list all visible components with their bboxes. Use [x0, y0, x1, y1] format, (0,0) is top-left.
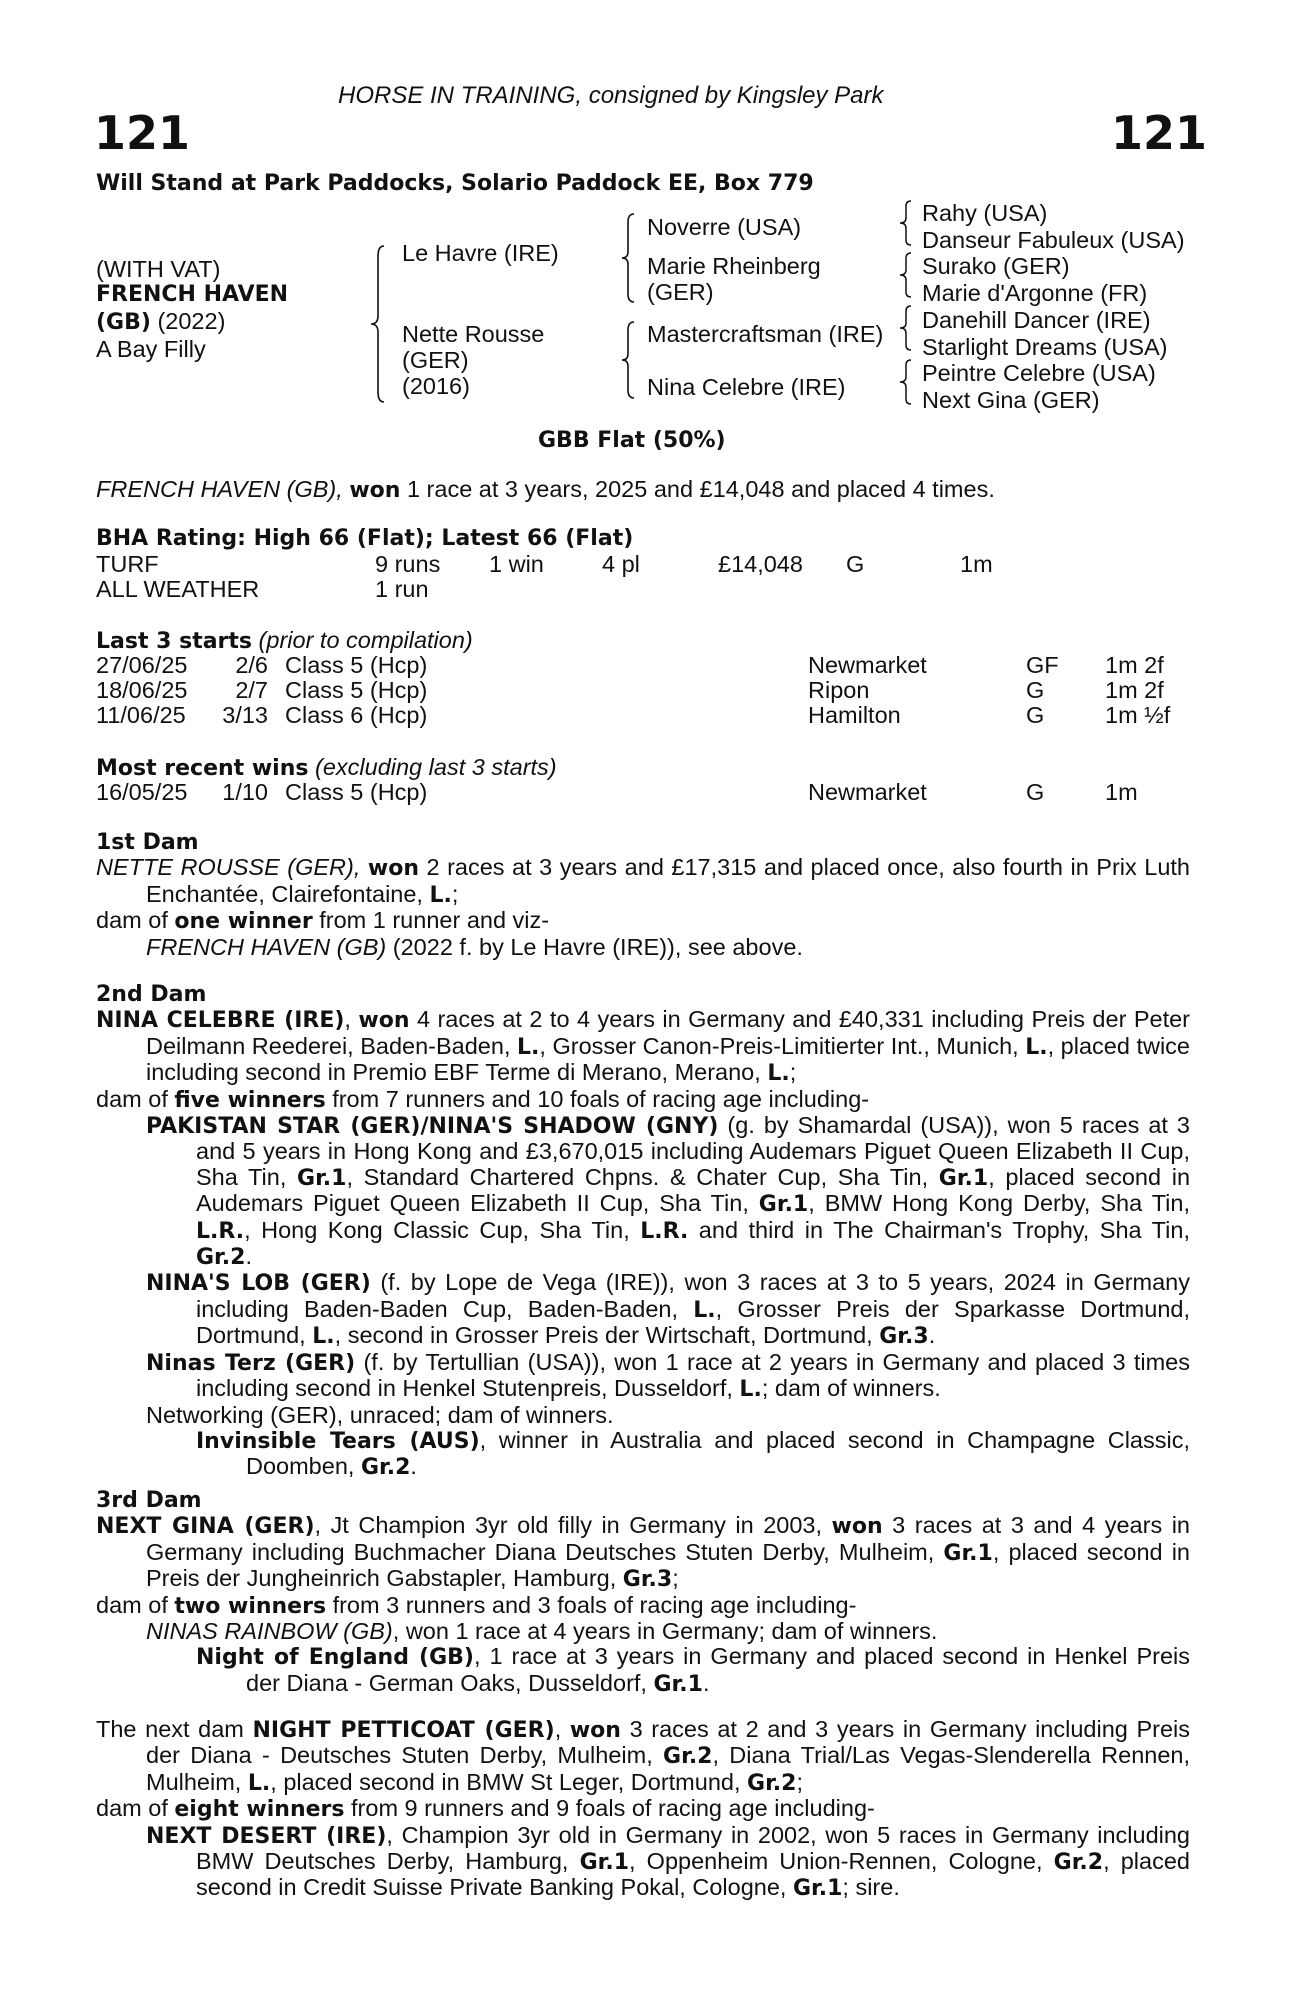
dam-sire: Mastercraftsman (IRE) — [647, 321, 884, 347]
bold-text: Gr.1 — [653, 1671, 703, 1697]
bold-text: NEXT DESERT (IRE) — [146, 1823, 387, 1849]
text-run: ; dam of winners. — [761, 1375, 941, 1402]
horse-year: (2022) — [150, 308, 226, 334]
text-run: , Hong Kong Classic Cup, Sha Tin, — [244, 1216, 641, 1243]
start-position: 2/7 — [235, 677, 268, 703]
ancestor-name: Danehill Dancer (IRE) — [922, 306, 1151, 333]
text-run: from 1 runner and viz- — [312, 907, 550, 934]
bold-text: L. — [739, 1377, 762, 1403]
record-distance: 1m — [960, 551, 993, 577]
text-run: , second in Grosser Preis der Wirtschaft, Dortmund, — [334, 1322, 880, 1349]
next-dam-produce-item — [96, 1823, 1190, 1902]
brace-dam-parents — [620, 320, 638, 400]
bold-text: eight winners — [174, 1797, 345, 1823]
next-dam-produce-summary — [96, 1796, 1190, 1822]
text-run: from 3 runners and 3 foals of racing age including- — [326, 1591, 857, 1618]
first-dam-section — [96, 830, 1190, 960]
text-run: dam of — [96, 1795, 175, 1822]
start-going: GF — [1026, 652, 1059, 678]
sire-dam — [647, 253, 821, 305]
first-dam-produce-item — [96, 935, 1190, 960]
lot-number-left: 121 — [94, 106, 191, 160]
italic-text: NINAS RAINBOW (GB) — [146, 1618, 393, 1645]
start-going: G — [1026, 677, 1045, 703]
summary-won: won — [349, 478, 401, 503]
second-dam-produce-summary — [96, 1087, 1190, 1113]
text-run: , Oppenheim Union-Rennen, Cologne, — [629, 1848, 1054, 1875]
text-run: ; — [789, 1059, 797, 1086]
bold-text: Gr.1 — [792, 1876, 843, 1902]
stand-line: Will Stand at Park Paddocks, Solario Paddock EE, Box 779 — [96, 171, 814, 196]
text-run: Networking (GER), unraced; dam of winners. — [146, 1401, 614, 1428]
text-run: , Standard Chartered Chpns. & Chater Cup, Sha Tin, — [346, 1163, 939, 1190]
record-surface: TURF — [96, 551, 159, 577]
bold-text: L. — [517, 1034, 540, 1060]
bold-text: Gr.2 — [1053, 1850, 1104, 1876]
brace-g3 — [898, 304, 914, 352]
text-run: . — [410, 1453, 417, 1480]
start-distance: 1m 2f — [1105, 652, 1164, 678]
start-class: Class 5 (Hcp) — [285, 677, 428, 703]
win-course: Newmarket — [808, 779, 927, 805]
bold-text: Gr.1 — [938, 1165, 989, 1191]
bold-text: Ninas Terz (GER) — [146, 1350, 356, 1376]
text-run: , Grosser Preis der Sparkasse Dortmund, Dortmund, — [196, 1295, 1190, 1349]
recent-wins-heading — [96, 754, 557, 781]
rating-heading: BHA Rating: High 66 (Flat); Latest 66 (Flat) — [96, 526, 634, 551]
second-dam-produce-item — [96, 1403, 1190, 1428]
win-going: G — [1026, 779, 1045, 805]
text-run: . — [702, 1669, 710, 1696]
third-dam-produce-summary — [96, 1593, 1190, 1619]
italic-text: FRENCH HAVEN (GB) — [146, 933, 387, 960]
text-run: , placed twice including second in Premio EBF Terme di Merano, Merano, — [146, 1032, 1190, 1086]
bold-text: Gr.1 — [297, 1165, 347, 1191]
bold-text: L. — [767, 1061, 790, 1087]
consignor-line: HORSE IN TRAINING, consigned by Kingsley Park — [338, 82, 884, 109]
third-dam-section — [96, 1488, 1190, 1697]
horse-name: FRENCH HAVEN — [96, 282, 289, 307]
text-run: (f. by Lope de Vega (IRE)), won 3 races at 3 to 5 years, 2024 in Germany including Baden-Baden Cup, Baden-Baden, — [196, 1269, 1190, 1322]
third-dam-heading: 3rd Dam — [96, 1488, 202, 1513]
dam-name-line: (2016) — [402, 373, 470, 399]
sire-dam-line: Marie Rheinberg — [647, 253, 821, 279]
start-course: Ripon — [808, 677, 870, 703]
vat-note: (WITH VAT) — [96, 256, 221, 282]
win-position: 1/10 — [222, 779, 268, 805]
first-dam-heading: 1st Dam — [96, 830, 199, 855]
bold-text: Gr.2 — [360, 1455, 411, 1481]
brace-sire-dam — [368, 244, 390, 404]
bold-text: Gr.2 — [196, 1245, 246, 1271]
text-run: ; — [451, 880, 459, 907]
start-date: 11/06/25 — [96, 702, 186, 728]
start-course: Newmarket — [808, 652, 927, 678]
text-run: 3 races at 3 and 4 years in Germany including Buchmacher Diana Deutsches Stuten Derby, Mulheim, — [146, 1512, 1190, 1565]
start-position: 3/13 — [222, 702, 268, 728]
horse-description: A Bay Filly — [96, 336, 206, 362]
text-run: , placed second in Preis der Jungheinrich Gabstapler, Hamburg, — [146, 1538, 1191, 1592]
text-run: , Champion 3yr old in Germany in 2002, won 5 races in Germany including BMW Deutsches Derby, Hamburg, — [196, 1821, 1191, 1875]
bold-text: Gr.2 — [663, 1744, 713, 1770]
text-run: ; — [796, 1768, 803, 1795]
start-going: G — [1026, 702, 1045, 728]
bold-text: Gr.1 — [758, 1192, 809, 1218]
bold-text: won — [831, 1514, 883, 1540]
record-prize: £14,048 — [718, 551, 803, 577]
start-distance: 1m 2f — [1105, 677, 1164, 703]
text-run: 4 races at 2 to 4 years in Germany and £40,331 including Preis der Peter Deilmann Reederei, Baden-Baden, — [146, 1006, 1191, 1059]
bold-text: NEXT GINA (GER) — [96, 1514, 315, 1540]
horse-block — [96, 256, 288, 362]
grandparents-column — [922, 200, 1185, 414]
text-run: 2 races at 3 years and £17,315 and placed once, also fourth in Prix Luth Enchantée, Clairefontaine, — [146, 854, 1191, 907]
ancestor-name: Next Gina (GER) — [922, 386, 1100, 413]
sire-name: Le Havre (IRE) — [402, 240, 559, 266]
sire-dam-line: (GER) — [647, 279, 714, 305]
bold-text: Gr.2 — [747, 1770, 797, 1796]
bold-text: L. — [429, 882, 452, 908]
text-run: ; — [672, 1565, 679, 1592]
second-dam-produce-item — [96, 1350, 1190, 1403]
bold-text: two winners — [174, 1593, 327, 1619]
record-wins: 1 win — [489, 551, 544, 577]
second-dam-heading: 2nd Dam — [96, 982, 207, 1007]
bold-text: won — [569, 1718, 621, 1743]
third-dam-record — [96, 1513, 1190, 1592]
text-run: dam of — [96, 1591, 175, 1618]
text-run: dam of — [96, 907, 175, 934]
win-class: Class 5 (Hcp) — [285, 779, 428, 805]
ancestor-name: Danseur Fabuleux (USA) — [922, 226, 1185, 253]
second-dam-produce-item — [96, 1270, 1190, 1349]
next-dam-record — [96, 1717, 1190, 1796]
bold-text: L. — [312, 1324, 335, 1350]
third-dam-produce-item — [96, 1619, 1190, 1644]
start-class: Class 5 (Hcp) — [285, 652, 428, 678]
start-date: 18/06/25 — [96, 677, 188, 703]
dam-name-line: (GER) — [402, 347, 469, 373]
record-runs: 9 runs — [375, 551, 441, 577]
text-run: , placed second in Credit Suisse Private Banking Pokal, Cologne, — [196, 1848, 1190, 1901]
bold-text: NIGHT PETTICOAT (GER) — [252, 1718, 555, 1743]
text-run: The next dam — [96, 1716, 253, 1742]
bold-text: PAKISTAN STAR (GER)/NINA'S SHADOW (GNY) — [146, 1114, 719, 1140]
text-run: , winner in Australia and placed second in Champagne Classic, Doomben, — [246, 1426, 1190, 1480]
text-run: 3 races at 2 and 3 years in Germany including Preis der Diana - Deutsches Stuten Derby, Mulheim, — [146, 1716, 1191, 1769]
ancestor-name: Marie d'Argonne (FR) — [922, 280, 1148, 307]
text-run: , — [554, 1716, 570, 1742]
bold-text: Night of England (GB) — [196, 1645, 474, 1671]
last-starts-heading — [96, 627, 473, 654]
bold-text: NINA'S LOB (GER) — [146, 1271, 371, 1297]
summary-rest: 1 race at 3 years, 2025 and £14,048 and placed 4 times. — [400, 476, 995, 502]
last-starts-title: Last 3 starts — [96, 629, 253, 654]
first-dam-produce-summary — [96, 908, 1190, 934]
text-run: , placed second in BMW St Leger, Dortmund, — [270, 1768, 748, 1795]
bold-text: Invinsible Tears (AUS) — [196, 1428, 480, 1454]
second-dam-section — [96, 982, 1190, 1481]
text-run: , won 1 race at 4 years in Germany; dam of winners. — [392, 1618, 938, 1645]
text-run: , Grosser Canon-Preis-Limitierter Int., Munich, — [539, 1032, 1026, 1059]
bold-text: L. — [693, 1297, 716, 1323]
record-going: G — [846, 551, 865, 577]
record-runs: 1 run — [375, 576, 429, 602]
bold-text: L.R. — [196, 1218, 245, 1244]
recent-wins-title: Most recent wins — [96, 756, 309, 781]
text-run: , Diana Trial/Las Vegas-Slenderella Rennen, Mulheim, — [146, 1742, 1191, 1795]
ancestor-name: Starlight Dreams (USA) — [922, 333, 1168, 360]
dam-name — [402, 321, 544, 399]
text-run: , Jt Champion 3yr old filly in Germany in 2003, — [314, 1512, 832, 1539]
win-date: 16/05/25 — [96, 779, 188, 805]
gbb-rating: GBB Flat (50%) — [538, 428, 726, 453]
text-run: , 1 race at 3 years in Germany and placed second in Henkel Preis der Diana - German Oaks, Dusseldorf, — [246, 1643, 1190, 1696]
summary-line — [96, 476, 995, 503]
bold-text: Gr.1 — [579, 1850, 630, 1876]
text-run: dam of — [96, 1085, 175, 1112]
bold-text: five winners — [174, 1087, 326, 1113]
bold-text: L. — [247, 1770, 271, 1796]
second-dam-produce-item — [96, 1113, 1190, 1270]
text-run: from 9 runners and 9 foals of racing age including- — [344, 1795, 875, 1822]
brace-g1 — [898, 199, 914, 247]
bold-text: Gr.3 — [622, 1567, 673, 1593]
dam-name-line: Nette Rousse — [402, 321, 545, 347]
brace-g2 — [898, 251, 914, 299]
record-places: 4 pl — [602, 551, 640, 577]
brace-g4 — [898, 358, 914, 406]
dam-dam: Nina Celebre (IRE) — [647, 374, 846, 400]
start-distance: 1m ½f — [1105, 702, 1171, 728]
text-run: from 7 runners and 10 foals of racing age including- — [325, 1085, 870, 1112]
text-run: , BMW Hong Kong Derby, Sha Tin, — [808, 1190, 1190, 1217]
third-dam-grandproduce-item — [96, 1644, 1190, 1697]
horse-origin — [96, 308, 288, 336]
lot-number-right: 121 — [1111, 106, 1208, 160]
start-course: Hamilton — [808, 702, 901, 728]
text-run: , — [344, 1006, 359, 1033]
italic-text: NETTE ROUSSE (GER), — [96, 854, 368, 881]
text-run: (2022 f. by Le Havre (IRE)), see above. — [386, 933, 803, 960]
second-dam-record — [96, 1007, 1190, 1086]
bold-text: Gr.1 — [943, 1540, 993, 1566]
last-starts-note: (prior to compilation) — [252, 627, 473, 653]
ancestor-name: Rahy (USA) — [922, 200, 1048, 226]
text-run: . — [928, 1322, 936, 1349]
bold-text: NINA CELEBRE (IRE) — [96, 1008, 345, 1034]
text-run: and third in The Chairman's Trophy, Sha Tin, — [688, 1216, 1190, 1243]
ancestor-name: Peintre Celebre (USA) — [922, 360, 1156, 387]
bold-text: won — [367, 856, 419, 882]
recent-wins-note: (excluding last 3 starts) — [308, 754, 557, 780]
second-dam-grandproduce-item — [96, 1428, 1190, 1481]
summary-name: FRENCH HAVEN (GB), — [96, 476, 343, 502]
record-surface: ALL WEATHER — [96, 576, 260, 602]
horse-country: (GB) — [96, 310, 151, 335]
text-run: ; sire. — [842, 1874, 900, 1901]
start-position: 2/6 — [235, 652, 268, 678]
bold-text: L. — [1025, 1034, 1048, 1060]
text-run: , placed second in Audemars Piguet Queen Elizabeth II Cup, Sha Tin, — [196, 1163, 1191, 1217]
text-run: (f. by Tertullian (USA)), won 1 race at 2 years in Germany and placed 3 times including second in Henkel Stutenpreis, Dusseldorf, — [196, 1348, 1191, 1402]
win-distance: 1m — [1105, 779, 1138, 805]
bold-text: L.R. — [640, 1218, 689, 1244]
next-dam-section — [96, 1717, 1190, 1902]
start-class: Class 6 (Hcp) — [285, 702, 428, 728]
bold-text: Gr.3 — [879, 1324, 929, 1350]
first-dam-record — [96, 855, 1190, 908]
sire-sire: Noverre (USA) — [647, 214, 802, 240]
text-run: . — [245, 1243, 252, 1270]
ancestor-name: Surako (GER) — [922, 253, 1070, 280]
start-date: 27/06/25 — [96, 652, 188, 678]
text-run: (g. by Shamardal (USA)), won 5 races at 3 and 5 years in Hong Kong and £3,670,015 including Audemars Piguet Queen Elizabeth II Cup, Sha Tin, — [196, 1112, 1190, 1190]
bold-text: one winner — [174, 909, 313, 935]
bold-text: won — [358, 1008, 410, 1034]
brace-sire-parents — [620, 212, 638, 304]
